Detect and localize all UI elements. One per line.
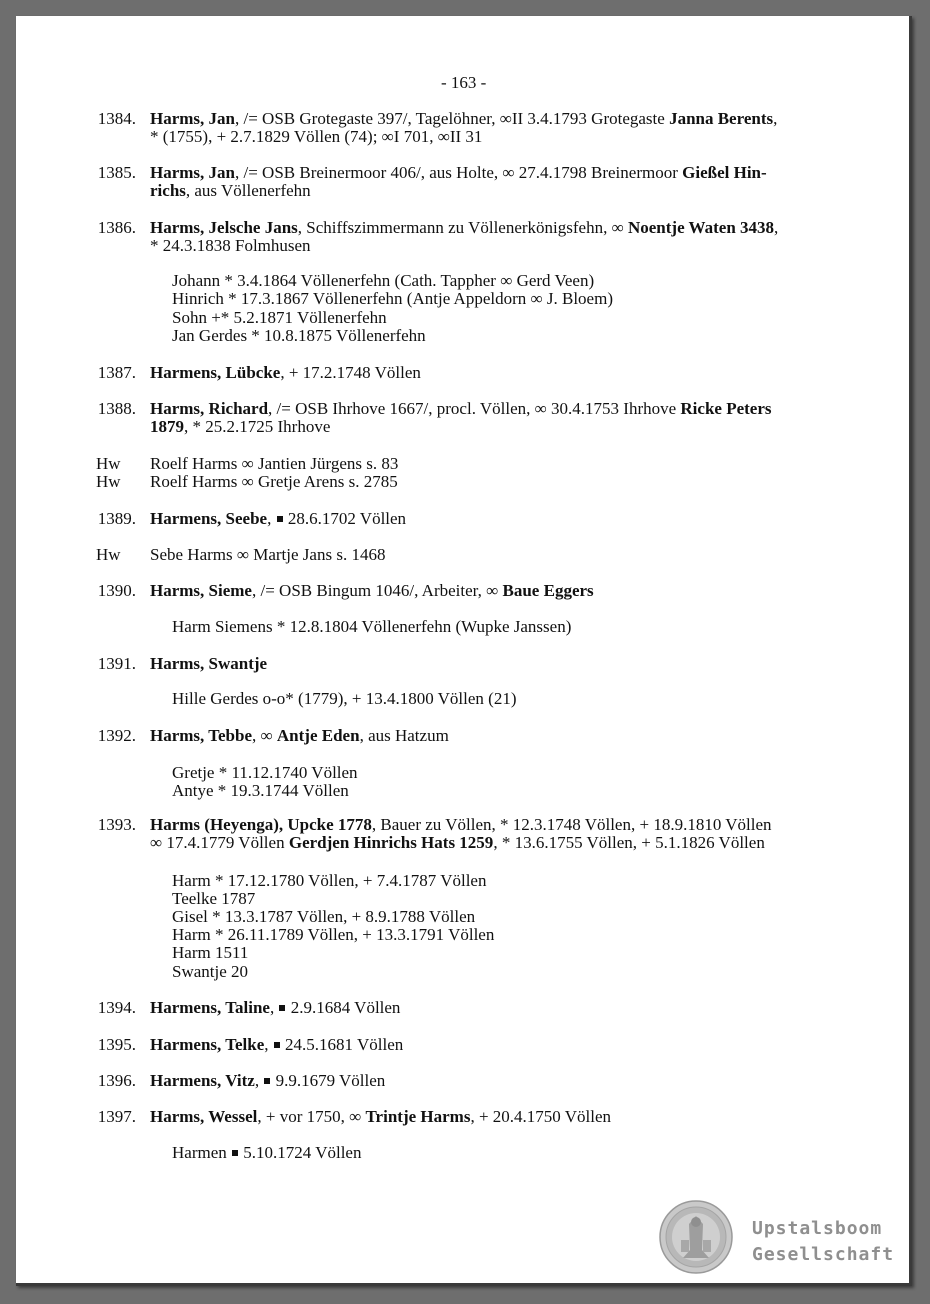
- entry-line-1: [150, 546, 385, 564]
- entry-text: , aus Völlenerfehn: [185, 181, 311, 200]
- child-entry: Teelke 1787: [172, 889, 256, 908]
- child-entry: Sohn +* 5.2.1871 Völlenerfehn: [172, 308, 387, 327]
- bold-name: Harmens, Telke: [150, 1035, 265, 1054]
- child-entry: Harm 1511: [172, 943, 249, 962]
- baptism-square-icon: [232, 1150, 238, 1156]
- entry-line-1: [150, 455, 398, 473]
- entry-text: , /= OSB Bingum 1046/, Arbeiter, ∞: [251, 581, 503, 600]
- child-entry: Jan Gerdes * 10.8.1875 Völlenerfehn: [172, 326, 426, 345]
- entry-text: 2.9.1684 Völlen: [286, 998, 401, 1017]
- child-entry: Gisel * 13.3.1787 Völlen, + 8.9.1788 Völlen: [172, 907, 476, 926]
- entry-number: 1397.: [97, 1107, 136, 1126]
- bold-name: Janna Berents: [669, 109, 774, 128]
- entry-text: , /= OSB Grotegaste 397/, Tagelöhner, ∞II 3.4.1793 Grotegaste: [235, 109, 670, 128]
- page-number: - 163 -: [441, 73, 487, 92]
- entry-text: ∞ 17.4.1779 Völlen: [150, 833, 289, 852]
- entry-line-2: [150, 182, 311, 200]
- entry-text: 9.9.1679 Völlen: [271, 1071, 386, 1090]
- entry-line-2: [150, 128, 482, 146]
- bold-name: Harms, Jan: [150, 109, 235, 128]
- child-entry: Hinrich * 17.3.1867 Völlenerfehn (Antje Appeldorn ∞ J. Bloem): [172, 289, 613, 308]
- entry-text: ,: [774, 218, 779, 237]
- entry-line-1: [150, 999, 400, 1017]
- bold-name: Harms, Jan: [150, 163, 235, 182]
- entry-line-1: [150, 1108, 611, 1126]
- bold-name: Harms, Sieme: [150, 581, 252, 600]
- entry-text: ,: [773, 109, 778, 128]
- entry-line-1: [150, 473, 398, 491]
- bold-name: Baue Eggers: [502, 581, 594, 600]
- hw-marker: Hw: [96, 545, 121, 564]
- child-entry: Harm Siemens * 12.8.1804 Völlenerfehn (Wupke Janssen): [172, 617, 572, 636]
- entry-line-2: [150, 834, 765, 852]
- entry-line-2: [150, 418, 330, 436]
- entry-line-1: [150, 816, 772, 834]
- entry-number: 1389.: [97, 509, 136, 528]
- child-entry: Johann * 3.4.1864 Völlenerfehn (Cath. Tappher ∞ Gerd Veen): [172, 271, 595, 290]
- hw-marker: Hw: [96, 454, 121, 473]
- child-entry: Hille Gerdes o-o* (1779), + 13.4.1800 Völlen (21): [172, 689, 517, 708]
- bold-name: Harms, Richard: [150, 399, 269, 418]
- bold-name: Ricke Peters: [680, 399, 772, 418]
- entry-text: Roelf Harms ∞ Jantien Jürgens s. 83: [150, 454, 399, 473]
- entry-text: , Schiffszimmermann zu Völlenerkönigsfehn, ∞: [297, 218, 628, 237]
- entry-text: , /= OSB Ihrhove 1667/, procl. Völlen, ∞ 30.4.1753 Ihrhove: [268, 399, 681, 418]
- bold-name: Gerdjen Hinrichs Hats 1259: [288, 833, 494, 852]
- child-entry: [172, 1144, 361, 1162]
- entry-text: , ∞: [252, 726, 277, 745]
- entry-line-1: [150, 164, 767, 182]
- entry-number: 1384.: [97, 109, 136, 128]
- bold-name: Harms, Swantje: [150, 654, 268, 673]
- bold-name: Harms, Tebbe: [150, 726, 253, 745]
- baptism-square-icon: [274, 1042, 280, 1048]
- entry-line-1: [150, 364, 421, 382]
- bold-name: Harmens, Taline: [150, 998, 270, 1017]
- bold-name: richs: [150, 181, 186, 200]
- child-entry: Swantje 20: [172, 962, 249, 981]
- entry-text: 24.5.1681 Völlen: [280, 1035, 404, 1054]
- child-entry: Antye * 19.3.1744 Völlen: [172, 781, 349, 800]
- entry-number: 1386.: [97, 218, 136, 237]
- entry-number: 1388.: [97, 399, 136, 418]
- entry-line-1: [150, 400, 772, 418]
- entry-number: 1392.: [97, 726, 136, 745]
- entry-text: ,: [264, 1035, 273, 1054]
- bold-name: Harmens, Lübcke: [150, 363, 281, 382]
- entry-line-2: [150, 237, 311, 255]
- entry-number: 1391.: [97, 654, 136, 673]
- child-entry: Harm * 26.11.1789 Völlen, + 13.3.1791 Völlen: [172, 925, 495, 944]
- entry-text: Harmen: [172, 1143, 232, 1162]
- entry-text: 28.6.1702 Völlen: [283, 509, 407, 528]
- entry-line-1: [150, 1036, 403, 1054]
- entry-text: , * 13.6.1755 Völlen, + 5.1.1826 Völlen: [493, 833, 765, 852]
- baptism-square-icon: [279, 1005, 285, 1011]
- entry-text: , + 20.4.1750 Völlen: [470, 1107, 612, 1126]
- entry-number: 1387.: [97, 363, 136, 382]
- entry-text: , /= OSB Breinermoor 406/, aus Holte, ∞ 27.4.1798 Breinermoor: [235, 163, 683, 182]
- entry-text: , + 17.2.1748 Völlen: [280, 363, 421, 382]
- bold-name: Trintje Harms: [365, 1107, 471, 1126]
- bold-name: Gießel Hin-: [682, 163, 767, 182]
- bold-name: Harms, Jelsche Jans: [150, 218, 298, 237]
- baptism-square-icon: [264, 1078, 270, 1084]
- entry-line-1: [150, 655, 267, 673]
- entry-text: Roelf Harms ∞ Gretje Arens s. 2785: [150, 472, 398, 491]
- entry-text: , + vor 1750, ∞: [257, 1107, 366, 1126]
- entry-number: 1390.: [97, 581, 136, 600]
- entry-text: , aus Hatzum: [359, 726, 449, 745]
- entry-line-1: [150, 727, 449, 745]
- entry-text: , * 25.2.1725 Ihrhove: [184, 417, 331, 436]
- entry-line-1: [150, 510, 406, 528]
- child-entry: Harm * 17.12.1780 Völlen, + 7.4.1787 Völlen: [172, 871, 487, 890]
- bold-name: 1879: [150, 417, 184, 436]
- bold-name: Harmens, Vitz: [150, 1071, 255, 1090]
- entry-number: 1385.: [97, 163, 136, 182]
- entry-text: ,: [267, 509, 276, 528]
- entry-text: ,: [254, 1071, 264, 1090]
- entry-number: 1396.: [97, 1071, 136, 1090]
- entry-text: Sebe Harms ∞ Martje Jans s. 1468: [150, 545, 386, 564]
- entry-line-1: [150, 1072, 385, 1090]
- entry-line-1: [150, 110, 777, 128]
- hw-marker: Hw: [96, 472, 121, 491]
- bold-name: Harmens, Seebe: [150, 509, 268, 528]
- bold-name: Harms, Wessel: [150, 1107, 258, 1126]
- brand-line-1: Upstalsboom: [752, 1218, 883, 1239]
- entry-text: ,: [269, 998, 279, 1017]
- entry-number: 1395.: [97, 1035, 136, 1054]
- document-page: [16, 16, 912, 1286]
- bold-name: Antje Eden: [276, 726, 360, 745]
- bold-name: Noentje Waten 3438: [627, 218, 775, 237]
- entry-line-1: [150, 582, 594, 600]
- child-entry: Gretje * 11.12.1740 Völlen: [172, 763, 358, 782]
- entry-text: , Bauer zu Völlen, * 12.3.1748 Völlen, + 18.9.1810 Völlen: [371, 815, 772, 834]
- entry-text: * 24.3.1838 Folmhusen: [150, 236, 311, 255]
- baptism-square-icon: [277, 516, 283, 522]
- brand-line-2: Gesellschaft: [752, 1244, 895, 1265]
- entry-line-1: [150, 219, 778, 237]
- entry-number: 1393.: [97, 815, 136, 834]
- entry-number: 1394.: [97, 998, 136, 1017]
- entry-text: * (1755), + 2.7.1829 Völlen (74); ∞I 701, ∞II 31: [150, 127, 483, 146]
- entry-text: 5.10.1724 Völlen: [239, 1143, 362, 1162]
- society-seal-icon: [659, 1200, 733, 1274]
- bold-name: Harms (Heyenga), Upcke 1778: [150, 815, 372, 834]
